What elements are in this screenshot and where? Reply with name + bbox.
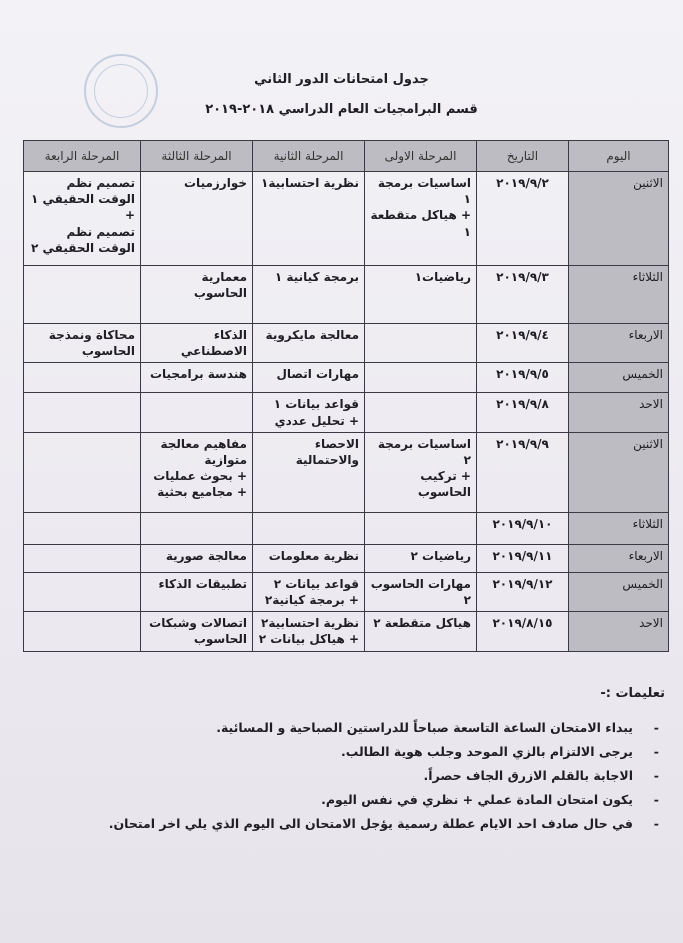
column-header-stage-3: المرحلة الثالثة <box>141 141 253 172</box>
stage-4-cell <box>24 363 141 393</box>
day-cell: الاثنين <box>569 432 669 512</box>
stage-3-cell <box>141 393 253 432</box>
table-row <box>24 512 669 544</box>
stage-2-cell <box>253 512 365 544</box>
column-header-stage-1: المرحلة الاولى <box>365 141 477 172</box>
table-row <box>24 393 669 432</box>
day-cell: الاحد <box>569 393 669 432</box>
stage-2-cell: قواعد بيانات ٢ + برمجة كيانية٢ <box>253 572 365 611</box>
stage-2-cell: قواعد بيانات ١ + تحليل عددي <box>253 393 365 432</box>
stage-2-cell: نظرية احتسابية٢ + هياكل بيانات ٢ <box>253 612 365 652</box>
table-row <box>24 612 669 652</box>
stage-3-cell: اتصالات وشبكات الحاسوب <box>141 612 253 652</box>
document-subtitle: قسم البرامجيات العام الدراسي ٢٠١٨-٢٠١٩ <box>205 102 478 117</box>
stage-1-cell: اساسيات برمجة ١ + هياكل متقطعة ١ <box>365 172 477 266</box>
table-row <box>24 324 669 363</box>
stage-2-cell: معالجة مايكروية <box>253 324 365 363</box>
date-cell: ٢٠١٩/٩/٣ <box>477 266 569 324</box>
stage-3-cell: تطبيقات الذكاء <box>141 572 253 611</box>
instructions-list <box>33 716 663 836</box>
date-cell: ٢٠١٩/٩/٩ <box>477 432 569 512</box>
stage-4-cell: محاكاة ونمذجة الحاسوب <box>24 324 141 363</box>
day-cell: الاربعاء <box>569 324 669 363</box>
table-row <box>24 544 669 572</box>
instruction-item: - في حال صادف احد الايام عطلة رسمية يؤجل الامتحان الى اليوم الذي يلي اخر امتحان. <box>33 812 663 836</box>
stage-1-cell <box>365 512 477 544</box>
stage-4-cell <box>24 612 141 652</box>
table-row <box>24 432 669 512</box>
stage-1-cell: مهارات الحاسوب ٢ <box>365 572 477 611</box>
stage-4-cell <box>24 432 141 512</box>
day-cell: الاربعاء <box>569 544 669 572</box>
day-cell: الثلاثاء <box>569 266 669 324</box>
instruction-item: - يكون امتحان المادة عملي + نظري في نفس اليوم. <box>33 788 663 812</box>
table-header-row <box>24 141 669 172</box>
stage-4-cell <box>24 512 141 544</box>
stage-4-cell <box>24 572 141 611</box>
date-cell: ٢٠١٩/٩/١٢ <box>477 572 569 611</box>
day-cell: الاثنين <box>569 172 669 266</box>
date-cell: ٢٠١٩/٩/١١ <box>477 544 569 572</box>
day-cell: الخميس <box>569 363 669 393</box>
stage-2-cell: نظرية معلومات <box>253 544 365 572</box>
table-body <box>24 172 669 652</box>
stage-1-cell: رياضيات ٢ <box>365 544 477 572</box>
stage-4-cell: تصميم نظم الوقت الحقيقي ١ + تصميم نظم الوقت الحقيقي ٢ <box>24 172 141 266</box>
stage-2-cell: برمجة كيانية ١ <box>253 266 365 324</box>
date-cell: ٢٠١٩/٨/١٥ <box>477 612 569 652</box>
table-row <box>24 172 669 266</box>
stage-3-cell: مفاهيم معالجة متوازية + بحوث عمليات + مجاميع بحثية <box>141 432 253 512</box>
stage-1-cell: اساسيات برمجة ٢ + تركيب الحاسوب <box>365 432 477 512</box>
column-header-stage-4: المرحلة الرابعة <box>24 141 141 172</box>
stage-3-cell: معالجة صورية <box>141 544 253 572</box>
date-cell: ٢٠١٩/٩/١٠ <box>477 512 569 544</box>
date-cell: ٢٠١٩/٩/٢ <box>477 172 569 266</box>
stage-3-cell: هندسة برامجيات <box>141 363 253 393</box>
date-cell: ٢٠١٩/٩/٨ <box>477 393 569 432</box>
day-cell: الخميس <box>569 572 669 611</box>
stage-1-cell <box>365 363 477 393</box>
document-title: جدول امتحانات الدور الثاني <box>254 72 429 87</box>
table-row <box>24 572 669 611</box>
day-cell: الثلاثاء <box>569 512 669 544</box>
column-header-day: اليوم <box>569 141 669 172</box>
stage-3-cell: معمارية الحاسوب <box>141 266 253 324</box>
column-header-stage-2: المرحلة الثانية <box>253 141 365 172</box>
stage-3-cell: خوارزميات <box>141 172 253 266</box>
instruction-item: - الاجابة بالقلم الازرق الجاف حصراً. <box>33 764 663 788</box>
exam-schedule-table <box>23 140 669 652</box>
date-cell: ٢٠١٩/٩/٤ <box>477 324 569 363</box>
stage-3-cell <box>141 512 253 544</box>
stage-2-cell: مهارات اتصال <box>253 363 365 393</box>
stage-1-cell <box>365 324 477 363</box>
stage-1-cell <box>365 393 477 432</box>
stage-1-cell: رياضيات١ <box>365 266 477 324</box>
instruction-item: - يرجى الالتزام بالزي الموحد وجلب هوية الطالب. <box>33 740 663 764</box>
column-header-date: التاريخ <box>477 141 569 172</box>
stage-2-cell: الاحصاء والاحتمالية <box>253 432 365 512</box>
day-cell: الاحد <box>569 612 669 652</box>
stage-1-cell: هياكل متقطعة ٢ <box>365 612 477 652</box>
table-row <box>24 266 669 324</box>
instruction-item: - يبداء الامتحان الساعة التاسعة صباحاً للدراستين الصباحية و المسائية. <box>33 716 663 740</box>
table-row <box>24 363 669 393</box>
stage-4-cell <box>24 393 141 432</box>
stage-4-cell <box>24 544 141 572</box>
date-cell: ٢٠١٩/٩/٥ <box>477 363 569 393</box>
stage-2-cell: نظرية احتسابية١ <box>253 172 365 266</box>
stage-3-cell: الذكاء الاصطناعي <box>141 324 253 363</box>
instructions-heading: تعليمات :- <box>600 686 665 701</box>
stage-4-cell <box>24 266 141 324</box>
